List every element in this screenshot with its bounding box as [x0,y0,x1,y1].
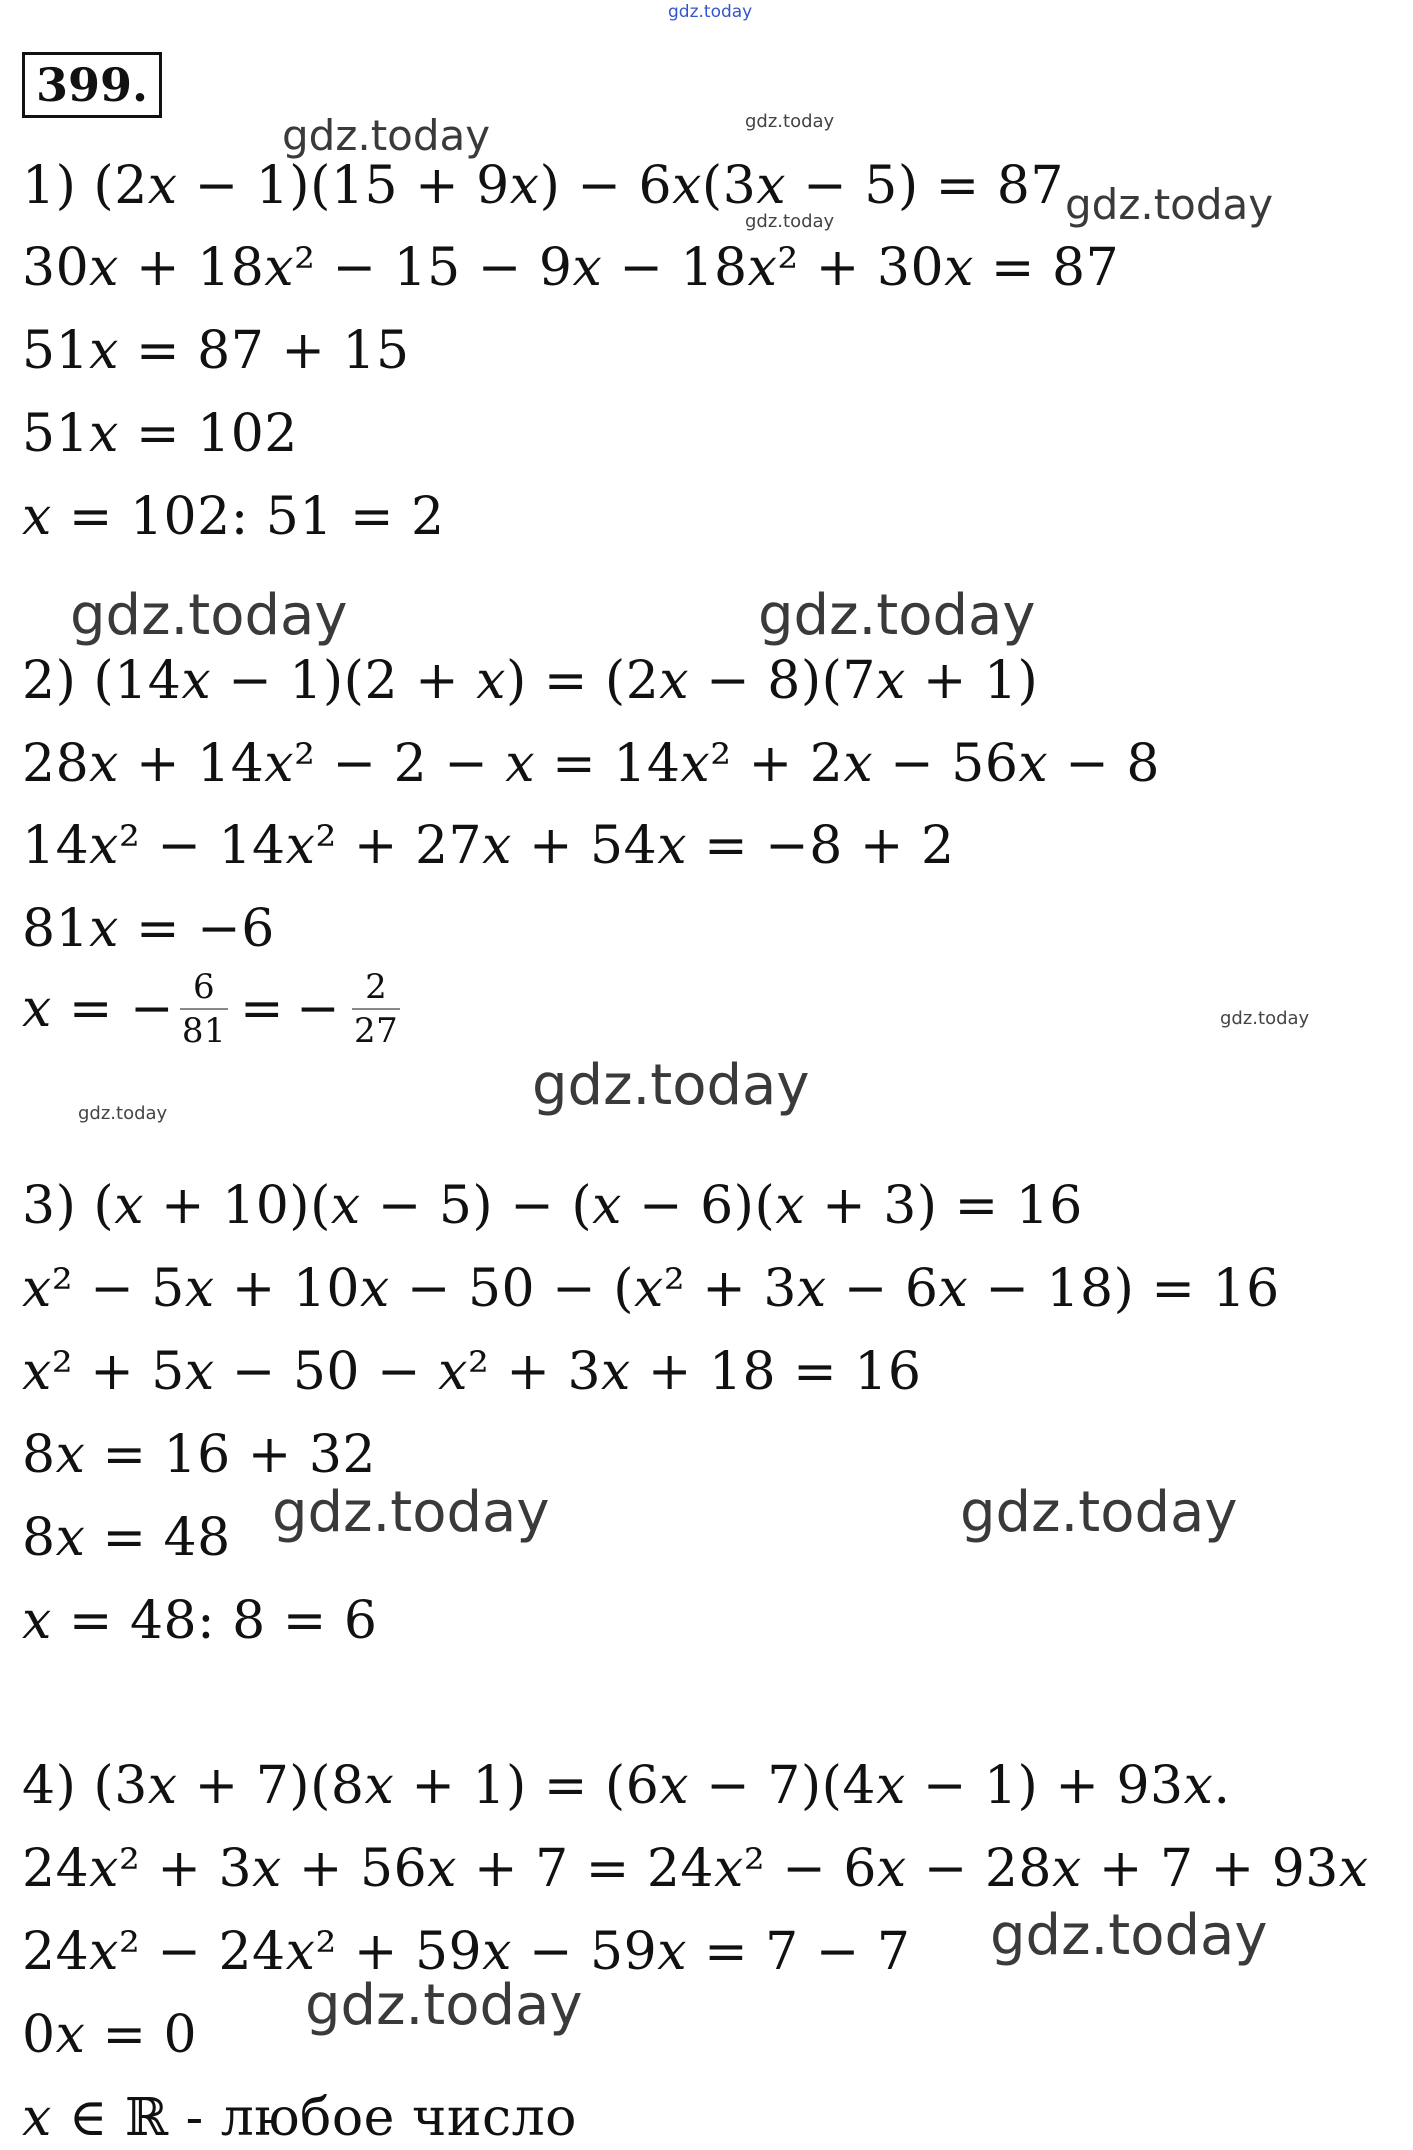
watermark: gdz.today [990,1903,1268,1968]
numerator: 2 [365,967,388,1007]
watermark: gdz.today [282,111,491,160]
watermark: gdz.today [305,1973,583,2038]
minus-sign: − [296,979,341,1039]
problem-1-answer: 𝑥 = 102: 51 = 2 [22,487,445,547]
problem-4-answer: 𝑥 ∈ ℝ - любое число [22,2088,577,2148]
problem-1-equation: 1) (2𝑥 − 1)(15 + 9𝑥) − 6𝑥(3𝑥 − 5) = 87 [22,156,1064,216]
fraction [180,967,228,1051]
watermark: gdz.today [1065,180,1274,229]
answer-lhs: 𝑥 = − [22,979,175,1039]
equals-sign: = [240,979,285,1039]
problem-4-step: 24𝑥² − 24𝑥² + 59𝑥 − 59𝑥 = 7 − 7 [22,1922,911,1982]
watermark: gdz.today [960,1480,1238,1545]
numerator: 6 [192,967,216,1007]
watermark: gdz.today [70,583,348,648]
problem-number: 399. [22,52,162,118]
problem-3-step: 8𝑥 = 48 [22,1508,231,1568]
problem-3-step: 8𝑥 = 16 + 32 [22,1425,377,1485]
problem-3-answer: 𝑥 = 48: 8 = 6 [22,1591,378,1651]
problem-2-equation: 2) (14𝑥 − 1)(2 + 𝑥) = (2𝑥 − 8)(7𝑥 + 1) [22,651,1039,711]
problem-2-step: 81𝑥 = −6 [22,899,275,959]
denominator: 27 [354,1011,399,1051]
problem-4-step: 0𝑥 = 0 [22,2005,198,2065]
watermark: gdz.today [745,211,835,232]
watermark: gdz.today [1220,1008,1310,1029]
problem-2-answer [22,967,406,1051]
problem-2-step: 14𝑥² − 14𝑥² + 27𝑥 + 54𝑥 = −8 + 2 [22,816,955,876]
problem-1-step: 30𝑥 + 18𝑥² − 15 − 9𝑥 − 18𝑥² + 30𝑥 = 87 [22,238,1120,298]
fraction [352,967,400,1051]
fraction-bar [352,1008,400,1010]
watermark: gdz.today [758,583,1036,648]
watermark: gdz.today [78,1103,168,1124]
problem-4-step: 24𝑥² + 3𝑥 + 56𝑥 + 7 = 24𝑥² − 6𝑥 − 28𝑥 + 7 + 93𝑥 [22,1839,1369,1899]
watermark-top: gdz.today [668,2,753,22]
watermark: gdz.today [272,1480,550,1545]
fraction-bar [180,1008,228,1010]
problem-4-equation: 4) (3𝑥 + 7)(8𝑥 + 1) = (6𝑥 − 7)(4𝑥 − 1) + 93𝑥. [22,1756,1231,1816]
problem-2-step: 28𝑥 + 14𝑥² − 2 − 𝑥 = 14𝑥² + 2𝑥 − 56𝑥 − 8 [22,734,1160,794]
watermark: gdz.today [745,111,835,132]
problem-1-step: 51𝑥 = 87 + 15 [22,321,410,381]
problem-3-step: 𝑥² − 5𝑥 + 10𝑥 − 50 − (𝑥² + 3𝑥 − 6𝑥 − 18) = 16 [22,1259,1280,1319]
problem-3-equation: 3) (𝑥 + 10)(𝑥 − 5) − (𝑥 − 6)(𝑥 + 3) = 16 [22,1176,1083,1236]
denominator: 81 [181,1011,227,1051]
watermark: gdz.today [532,1053,810,1118]
problem-3-step: 𝑥² + 5𝑥 − 50 − 𝑥² + 3𝑥 + 18 = 16 [22,1342,922,1402]
problem-1-step: 51𝑥 = 102 [22,404,298,464]
